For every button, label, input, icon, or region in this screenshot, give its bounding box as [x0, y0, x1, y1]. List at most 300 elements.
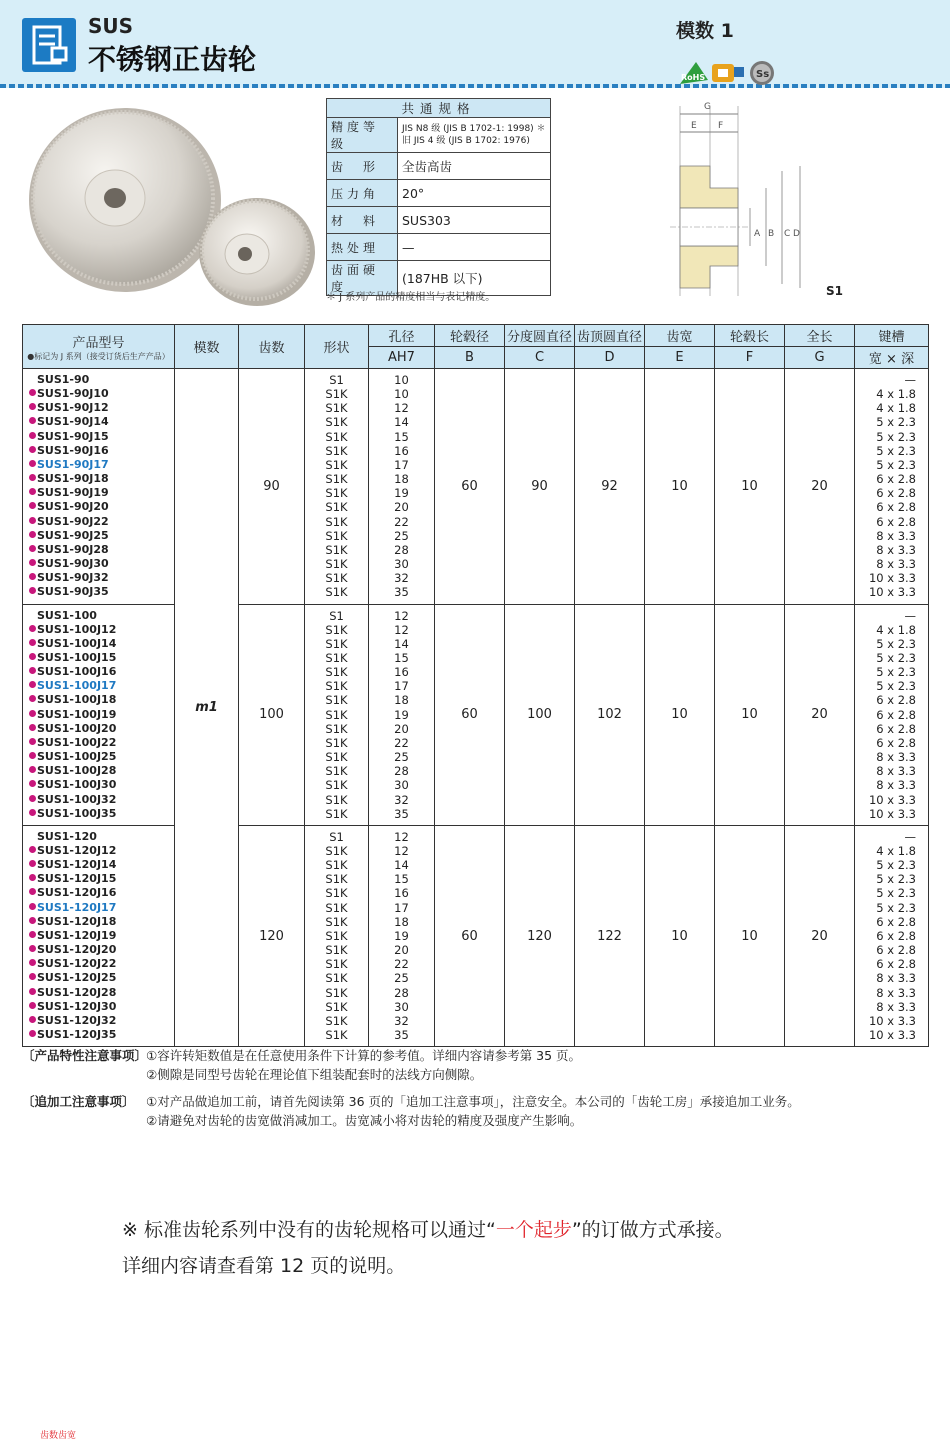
dim-label-e: E — [691, 121, 697, 131]
model-number-text: SUS1-100J28 — [37, 764, 117, 778]
j-series-dot-icon — [29, 931, 36, 938]
shape-cell-value: S1K — [325, 457, 348, 472]
keyway-cell-value: 5 x 2.3 — [876, 429, 916, 444]
j-series-dot-icon — [29, 625, 36, 632]
j-series-dot-icon — [29, 531, 36, 538]
j-series-dot-icon — [29, 724, 36, 731]
j-series-dot-icon — [29, 695, 36, 702]
keyway-cell-value: 8 x 3.3 — [876, 764, 916, 779]
shape-cell-value: S1K — [325, 778, 348, 793]
shape-cell-value: S1K — [325, 886, 348, 901]
keyway-cell — [855, 825, 929, 1046]
keyway-cell-value: — — [904, 608, 916, 623]
j-series-dot-icon — [29, 639, 36, 646]
model-number-text: SUS1-90J15 — [37, 429, 109, 443]
bore-cell-value: 30 — [394, 999, 409, 1014]
model-number-text: SUS1-100J30 — [37, 778, 117, 792]
model-number-text: SUS1-120 — [37, 829, 97, 843]
spec-key: 齿面硬度 — [327, 261, 398, 296]
keyway-cell-value: 8 x 3.3 — [876, 528, 916, 543]
keyway-cell-value: 10 x 3.3 — [868, 571, 916, 586]
spec-row — [327, 118, 551, 153]
shape-cell — [305, 604, 369, 825]
model-number-text: SUS1-90J30 — [37, 557, 109, 571]
j-series-dot-icon — [29, 752, 36, 759]
model-number-text: SUS1-100J20 — [37, 721, 117, 735]
model-number — [29, 430, 174, 444]
model-number — [29, 515, 174, 529]
common-spec-table — [326, 98, 551, 296]
notes-product-heading: 〔产品特性注意事项〕 — [22, 1048, 148, 1063]
shape-cell-value: S1K — [325, 500, 348, 515]
col-header-hub: 轮毂径 — [435, 325, 505, 347]
model-number-text: SUS1-90J12 — [37, 401, 109, 415]
model-number — [29, 693, 174, 707]
bore-cell-value: 35 — [394, 806, 409, 821]
model-number — [29, 1000, 174, 1014]
j-series-dot-icon — [29, 653, 36, 660]
keyway-cell-value: 6 x 2.8 — [876, 486, 916, 501]
shape-cell-value: S1K — [325, 622, 348, 637]
bottom-cropped-text: 齿数齿宽 — [40, 1431, 77, 1441]
spec-value — [398, 118, 551, 153]
keyway-cell-value: 8 x 3.3 — [876, 971, 916, 986]
shape-cell-value: S1K — [325, 679, 348, 694]
model-number-text: SUS1-120J32 — [37, 1013, 117, 1027]
product-group-row — [23, 604, 929, 825]
shape-cell-value: S1K — [325, 528, 348, 543]
notes-process-heading: 〔追加工注意事项〕 — [22, 1094, 135, 1109]
hub-diameter-cell: 60 — [435, 825, 505, 1046]
model-number-text: SUS1-90J22 — [37, 514, 109, 528]
bore-cell-value: 28 — [394, 985, 409, 1000]
spec-value: 全齿高齿 — [398, 153, 551, 180]
keyway-cell-value: 4 x 1.8 — [876, 622, 916, 637]
keyway-cell-value: 10 x 3.3 — [868, 1013, 916, 1028]
model-list-cell — [23, 825, 175, 1046]
j-series-dot-icon — [29, 681, 36, 688]
keyway-cell-value: 6 x 2.8 — [876, 693, 916, 708]
model-number — [29, 1028, 174, 1042]
model-number — [29, 500, 174, 514]
j-series-dot-icon — [29, 417, 36, 424]
model-number-text: SUS1-120J14 — [37, 858, 117, 872]
shape-cell-value: S1K — [325, 750, 348, 765]
keyway-cell-value: 4 x 1.8 — [876, 387, 916, 402]
teeth-cell: 120 — [239, 825, 305, 1046]
j-series-dot-icon — [29, 766, 36, 773]
dim-label-f: F — [718, 121, 724, 131]
model-number-text: SUS1-90J17 — [37, 457, 109, 471]
shape-cell-value: S1K — [325, 1013, 348, 1028]
face-width-cell: 10 — [645, 604, 715, 825]
bore-cell-value: 35 — [394, 585, 409, 600]
bore-cell — [369, 825, 435, 1046]
shape-cell-value: S1K — [325, 514, 348, 529]
spec-key: 齿 形 — [327, 153, 398, 180]
j-series-dot-icon — [29, 795, 36, 802]
spec-value-line: 旧 JIS 4 级 (JIS B 1702: 1976) — [402, 136, 530, 146]
dim-label-g: G — [704, 102, 711, 112]
model-number-text: SUS1-120J19 — [37, 928, 117, 942]
shape-cell-value: S1K — [325, 486, 348, 501]
model-number-text: SUS1-120J12 — [37, 844, 117, 857]
bore-cell — [369, 604, 435, 825]
j-series-dot-icon — [29, 432, 36, 439]
message-text: 详细内容请查看第 12 页的说明。 — [122, 1255, 406, 1277]
bore-cell-value: 18 — [394, 693, 409, 708]
model-number-text: SUS1-90J10 — [37, 387, 109, 401]
model-number — [29, 943, 174, 957]
model-number — [29, 915, 174, 929]
shape-cell-value: S1K — [325, 429, 348, 444]
module-label: 模数 1 — [676, 20, 734, 42]
j-series-dot-icon — [29, 959, 36, 966]
spec-key: 压力角 — [327, 180, 398, 207]
bore-cell-value: 10 — [394, 373, 409, 387]
keyway-cell-value: 8 x 3.3 — [876, 750, 916, 765]
teeth-cell: 100 — [239, 604, 305, 825]
keyway-cell-value: 5 x 2.3 — [876, 886, 916, 901]
shape-cell-value: S1K — [325, 693, 348, 708]
col-subheader-key: 宽 × 深 — [855, 347, 929, 369]
model-number — [29, 886, 174, 900]
bore-cell-value: 15 — [394, 650, 409, 665]
dim-label-b: B — [768, 229, 775, 239]
shape-cell-value: S1K — [325, 806, 348, 821]
notes-section — [22, 1046, 928, 1130]
j-series-dot-icon — [29, 874, 36, 881]
outer-diameter-cell: 92 — [575, 369, 645, 605]
model-list-cell — [23, 604, 175, 825]
keyway-cell — [855, 604, 929, 825]
model-number — [29, 778, 174, 792]
j-series-dot-icon — [29, 917, 36, 924]
model-number — [29, 543, 174, 557]
bore-cell-value: 28 — [394, 764, 409, 779]
header-divider — [0, 84, 950, 88]
shape-cell-value: S1K — [325, 943, 348, 958]
bore-cell-value: 19 — [394, 707, 409, 722]
model-number-text: SUS1-120J20 — [37, 943, 117, 957]
model-number-text: SUS1-120J15 — [37, 872, 117, 886]
hub-diameter-cell: 60 — [435, 369, 505, 605]
custom-order-message — [122, 1212, 734, 1284]
model-number-text: SUS1-90J16 — [37, 443, 109, 457]
model-number — [29, 665, 174, 679]
bore-cell-value: 32 — [394, 792, 409, 807]
pitch-diameter-cell: 120 — [505, 825, 575, 1046]
shape-label: S1 — [826, 284, 843, 298]
model-number-text: SUS1-120J35 — [37, 1028, 117, 1042]
model-number-text: SUS1-100J32 — [37, 792, 117, 806]
col-subheader-hub: B — [435, 347, 505, 369]
model-number-text: SUS1-100J35 — [37, 806, 117, 820]
model-number — [29, 444, 174, 458]
dim-label-c: C — [784, 229, 791, 239]
stock-icon — [712, 64, 744, 82]
col-subheader-pitch: C — [505, 347, 575, 369]
model-number — [29, 807, 174, 821]
keyway-cell-value: 4 x 1.8 — [876, 401, 916, 416]
shape-cell-value: S1K — [325, 721, 348, 736]
shape-cell-value: S1K — [325, 872, 348, 887]
model-number — [29, 623, 174, 637]
keyway-cell-value: 6 x 2.8 — [876, 914, 916, 929]
col-header-shape: 形状 — [305, 325, 369, 369]
keyway-cell-value: 4 x 1.8 — [876, 844, 916, 858]
model-number — [29, 373, 174, 387]
shape-cell — [305, 825, 369, 1046]
bore-cell-value: 28 — [394, 542, 409, 557]
model-number-text: SUS1-100J18 — [37, 693, 117, 707]
hub-length-cell: 10 — [715, 369, 785, 605]
product-table — [22, 324, 929, 1047]
keyway-cell-value: 8 x 3.3 — [876, 778, 916, 793]
j-series-dot-icon — [29, 888, 36, 895]
spec-value-line: JIS N8 级 (JIS B 1702-1: 1998) ＊ — [402, 124, 546, 134]
model-number — [29, 637, 174, 651]
spec-value: (187HB 以下) — [398, 261, 551, 296]
j-series-dot-icon — [29, 809, 36, 816]
bore-cell-value: 10 — [394, 387, 409, 402]
model-number — [29, 722, 174, 736]
model-number-text: SUS1-100J25 — [37, 750, 117, 764]
keyway-cell-value: 5 x 2.3 — [876, 457, 916, 472]
model-number — [29, 844, 174, 858]
shape-cell-value: S1K — [325, 650, 348, 665]
bore-cell-value: 17 — [394, 900, 409, 915]
bore-cell-value: 18 — [394, 914, 409, 929]
model-number — [29, 901, 174, 915]
note-item: ①容许转矩数值是在任意使用条件下计算的参考值。详细内容请参考第 35 页。 — [146, 1048, 582, 1063]
spec-header: 共通规格 — [327, 99, 551, 118]
bore-cell-value: 30 — [394, 778, 409, 793]
model-number-text: SUS1-90 — [37, 373, 90, 386]
shape-cell-value: S1K — [325, 735, 348, 750]
j-series-dot-icon — [29, 780, 36, 787]
keyway-cell-value: 6 x 2.8 — [876, 735, 916, 750]
shape-cell-value: S1K — [325, 928, 348, 943]
svg-text:Ss: Ss — [756, 69, 770, 80]
keyway-cell-value: 10 x 3.3 — [868, 585, 916, 600]
shape-cell-value: S1K — [325, 1028, 348, 1043]
model-number-text: SUS1-120J25 — [37, 971, 117, 985]
total-length-cell: 20 — [785, 369, 855, 605]
model-number — [29, 387, 174, 401]
bore-cell-value: 12 — [394, 401, 409, 416]
model-number-text: SUS1-90J35 — [37, 585, 109, 599]
shape-cell-value: S1K — [325, 387, 348, 402]
shape-cell-value: S1K — [325, 985, 348, 1000]
shape-cell-value: S1K — [325, 858, 348, 873]
model-number — [29, 415, 174, 429]
col-header-module: 模数 — [175, 325, 239, 369]
j-series-dot-icon — [29, 1016, 36, 1023]
model-number-text: SUS1-90J14 — [37, 415, 109, 429]
bore-cell-value: 30 — [394, 557, 409, 572]
bore-cell-value: 18 — [394, 472, 409, 487]
col-subheader-total: G — [785, 347, 855, 369]
shape-cell-value: S1K — [325, 585, 348, 600]
page-header — [0, 0, 950, 88]
spec-footnote: ＊ J 系列产品的精度相当与表记精度。 — [326, 292, 496, 303]
keyway-cell-value: 10 x 3.3 — [868, 1028, 916, 1043]
message-text: ※ 标准齿轮系列中没有的齿轮规格可以通过“ — [122, 1219, 496, 1241]
page-title: 不锈钢正齿轮 — [88, 43, 257, 76]
model-number — [29, 764, 174, 778]
keyway-cell — [855, 369, 929, 605]
bore-cell-value: 14 — [394, 415, 409, 430]
keyway-cell-value: 6 x 2.8 — [876, 943, 916, 958]
bore-cell-value: 16 — [394, 443, 409, 458]
shape-cell-value: S1K — [325, 957, 348, 972]
model-number-text: SUS1-120J28 — [37, 985, 117, 999]
bore-cell-value: 19 — [394, 486, 409, 501]
shape-cell-value: S1K — [325, 999, 348, 1014]
bore-cell-value: 25 — [394, 971, 409, 986]
keyway-cell-value: 8 x 3.3 — [876, 557, 916, 572]
model-number-text: SUS1-120J22 — [37, 957, 117, 971]
j-series-dot-icon — [29, 973, 36, 980]
j-series-dot-icon — [29, 667, 36, 674]
sus-icon — [750, 61, 774, 85]
col-subheader-bore: AH7 — [369, 347, 435, 369]
shape-cell-value: S1K — [325, 571, 348, 586]
keyway-cell-value: — — [904, 829, 916, 844]
model-number — [29, 679, 174, 693]
keyway-cell-value: 8 x 3.3 — [876, 985, 916, 1000]
gear-dimension-drawing — [660, 96, 860, 306]
bore-cell-value: 32 — [394, 571, 409, 586]
j-series-dot-icon — [29, 903, 36, 910]
j-series-dot-icon — [29, 846, 36, 853]
keyway-cell-value: 10 x 3.3 — [868, 806, 916, 821]
model-number — [29, 609, 174, 623]
j-series-dot-icon — [29, 710, 36, 717]
keyway-cell-value: — — [904, 373, 916, 387]
model-number — [29, 401, 174, 415]
outer-diameter-cell: 102 — [575, 604, 645, 825]
pitch-diameter-cell: 90 — [505, 369, 575, 605]
svg-text:RoHS: RoHS — [681, 73, 706, 82]
bore-cell-value: 22 — [394, 957, 409, 972]
certification-icons — [678, 58, 778, 88]
bore-cell-value: 20 — [394, 721, 409, 736]
bore-cell-value: 25 — [394, 528, 409, 543]
model-number — [29, 793, 174, 807]
shape-cell-value: S1K — [325, 971, 348, 986]
model-number-text: SUS1-90J20 — [37, 500, 109, 514]
keyway-cell-value: 5 x 2.3 — [876, 679, 916, 694]
shape-cell-value: S1K — [325, 401, 348, 416]
model-number — [29, 585, 174, 599]
header-subtext: ●标记为 J 系列（接受订货后生产产品） — [27, 351, 170, 361]
pitch-diameter-cell: 100 — [505, 604, 575, 825]
keyway-cell-value: 5 x 2.3 — [876, 650, 916, 665]
model-number-text: SUS1-100J15 — [37, 650, 117, 664]
shape-cell-value: S1K — [325, 707, 348, 722]
total-length-cell: 20 — [785, 604, 855, 825]
keyway-cell-value: 5 x 2.3 — [876, 872, 916, 887]
face-width-cell: 10 — [645, 369, 715, 605]
model-number — [29, 986, 174, 1000]
bore-cell-value: 14 — [394, 636, 409, 651]
model-number-text: SUS1-120J18 — [37, 914, 117, 928]
bore-cell-value: 22 — [394, 514, 409, 529]
keyway-cell-value: 8 x 3.3 — [876, 542, 916, 557]
j-series-dot-icon — [29, 474, 36, 481]
keyway-cell-value: 5 x 2.3 — [876, 665, 916, 680]
hub-diameter-cell: 60 — [435, 604, 505, 825]
spec-key: 热处理 — [327, 234, 398, 261]
bore-cell-value: 20 — [394, 943, 409, 958]
model-number-text: SUS1-90J19 — [37, 486, 109, 500]
model-number-text: SUS1-120J16 — [37, 886, 117, 900]
col-header-pitch: 分度圆直径 — [505, 325, 575, 347]
bore-cell-value: 12 — [394, 829, 409, 844]
model-list-cell — [23, 369, 175, 605]
j-series-dot-icon — [29, 860, 36, 867]
model-number — [29, 736, 174, 750]
shape-cell-value: S1K — [325, 636, 348, 651]
bore-cell-value: 15 — [394, 872, 409, 887]
model-number-text: SUS1-90J32 — [37, 571, 109, 585]
hub-length-cell: 10 — [715, 604, 785, 825]
col-subheader-hublen: F — [715, 347, 785, 369]
bore-cell-value: 22 — [394, 735, 409, 750]
teeth-cell: 90 — [239, 369, 305, 605]
spec-key: 精度等级 — [327, 118, 398, 153]
j-series-dot-icon — [29, 988, 36, 995]
shape-cell-value: S1K — [325, 542, 348, 557]
keyway-cell-value: 6 x 2.8 — [876, 957, 916, 972]
shape-cell-value: S1K — [325, 472, 348, 487]
j-series-dot-icon — [29, 1030, 36, 1037]
bore-cell-value: 12 — [394, 622, 409, 637]
note-item: ②侧隙是同型号齿轮在理论值下组装配套时的法线方向侧隙。 — [146, 1067, 483, 1082]
hub-length-cell: 10 — [715, 825, 785, 1046]
bore-cell-value: 16 — [394, 665, 409, 680]
bore-cell-value: 20 — [394, 500, 409, 515]
keyway-cell-value: 5 x 2.3 — [876, 858, 916, 873]
bore-cell-value: 25 — [394, 750, 409, 765]
keyway-cell-value: 6 x 2.8 — [876, 514, 916, 529]
model-number-text: SUS1-100J14 — [37, 636, 117, 650]
model-number — [29, 750, 174, 764]
model-number-text: SUS1-100 — [37, 608, 97, 622]
outer-diameter-cell: 122 — [575, 825, 645, 1046]
spec-row — [327, 234, 551, 261]
keyway-cell-value: 5 x 2.3 — [876, 443, 916, 458]
model-number-text: SUS1-90J25 — [37, 528, 109, 542]
model-number — [29, 571, 174, 585]
model-number-text: SUS1-120J30 — [37, 999, 117, 1013]
col-header-model — [23, 325, 175, 369]
bore-cell-value: 19 — [394, 928, 409, 943]
model-number — [29, 529, 174, 543]
j-series-dot-icon — [29, 446, 36, 453]
spec-row — [327, 180, 551, 207]
model-number — [29, 971, 174, 985]
shape-cell — [305, 369, 369, 605]
shape-cell-value: S1K — [325, 557, 348, 572]
j-series-dot-icon — [29, 389, 36, 396]
model-number-text: SUS1-100J12 — [37, 622, 117, 636]
model-number-text: SUS1-100J22 — [37, 735, 117, 749]
bore-cell-value: 35 — [394, 1028, 409, 1043]
shape-cell-value: S1K — [325, 415, 348, 430]
